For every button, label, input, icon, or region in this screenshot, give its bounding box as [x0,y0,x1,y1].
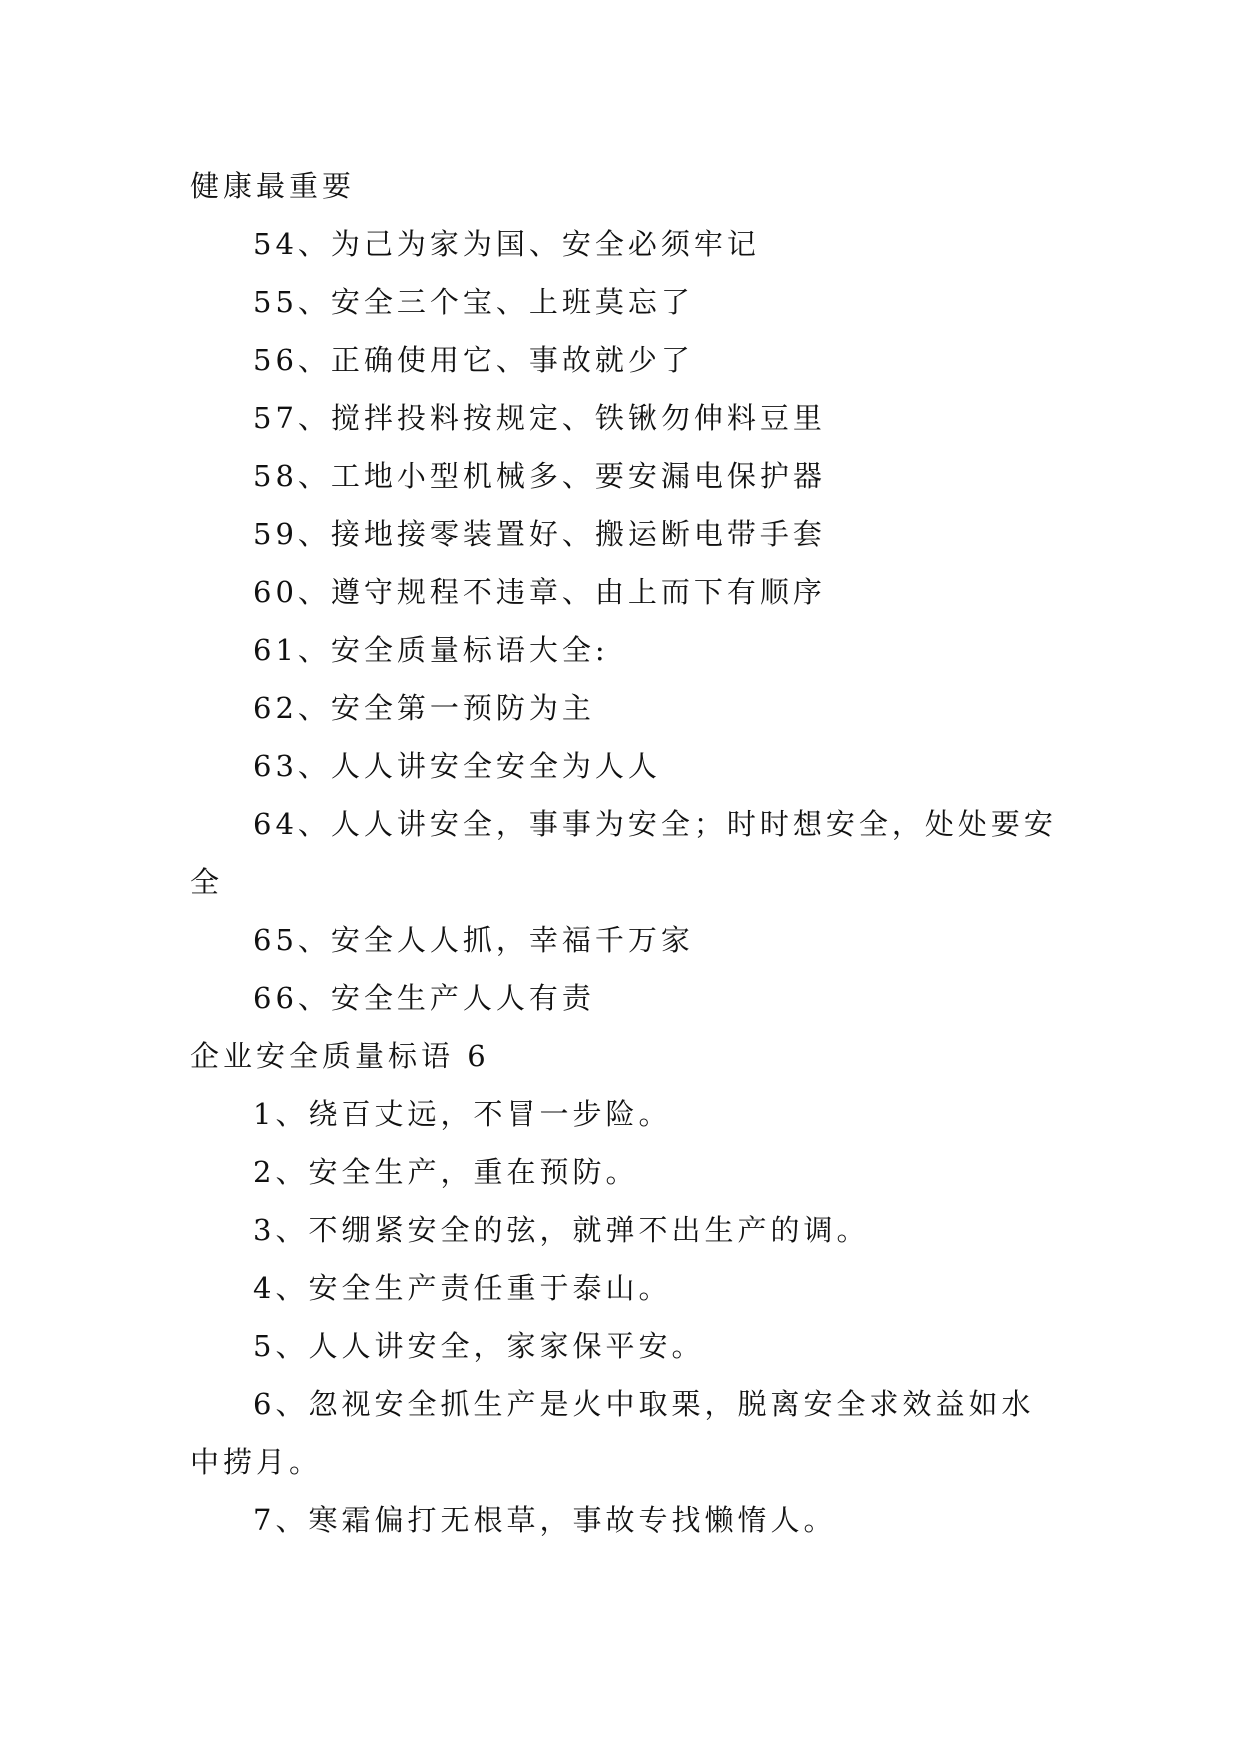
slogan-2: 2、安全生产，重在预防。 [253,1155,639,1189]
slogan-58: 58、工地小型机械多、要安漏电保护器 [253,459,826,493]
slogan-5: 5、人人讲安全，家家保平安。 [253,1329,705,1363]
slogan-62: 62、安全第一预防为主 [253,691,595,725]
slogan-3: 3、不绷紧安全的弦，就弹不出生产的调。 [253,1213,870,1247]
slogan-1: 1、绕百丈远，不冒一步险。 [253,1097,672,1131]
slogan-64: 64、人人讲安全，事事为安全；时时想安全，处处要安 [253,807,1057,841]
slogan-6: 6、忽视安全抓生产是火中取栗，脱离安全求效益如水 [253,1387,1035,1421]
slogan-59: 59、接地接零装置好、搬运断电带手套 [253,517,826,551]
slogan-55: 55、安全三个宝、上班莫忘了 [253,285,694,319]
slogan-4: 4、安全生产责任重于泰山。 [253,1271,672,1305]
slogan-65: 65、安全人人抓，幸福千万家 [253,923,694,957]
slogan-61: 61、安全质量标语大全: [253,633,609,667]
slogan-7: 7、寒霜偏打无根草，事故专找懒惰人。 [253,1503,837,1537]
slogan-6-continuation: 中捞月。 [190,1445,323,1479]
section-tail-text: 健康最重要 [190,169,356,203]
slogan-64-continuation: 全 [190,865,224,899]
slogan-66: 66、安全生产人人有责 [253,981,595,1015]
slogan-60: 60、遵守规程不违章、由上而下有顺序 [253,575,826,609]
slogan-54: 54、为己为家为国、安全必须牢记 [253,227,760,261]
slogan-56: 56、正确使用它、事故就少了 [253,343,694,377]
section-heading: 企业安全质量标语 6 [190,1039,490,1073]
slogan-63: 63、人人讲安全安全为人人 [253,749,661,783]
slogan-57: 57、搅拌投料按规定、铁锹勿伸料豆里 [253,401,826,435]
